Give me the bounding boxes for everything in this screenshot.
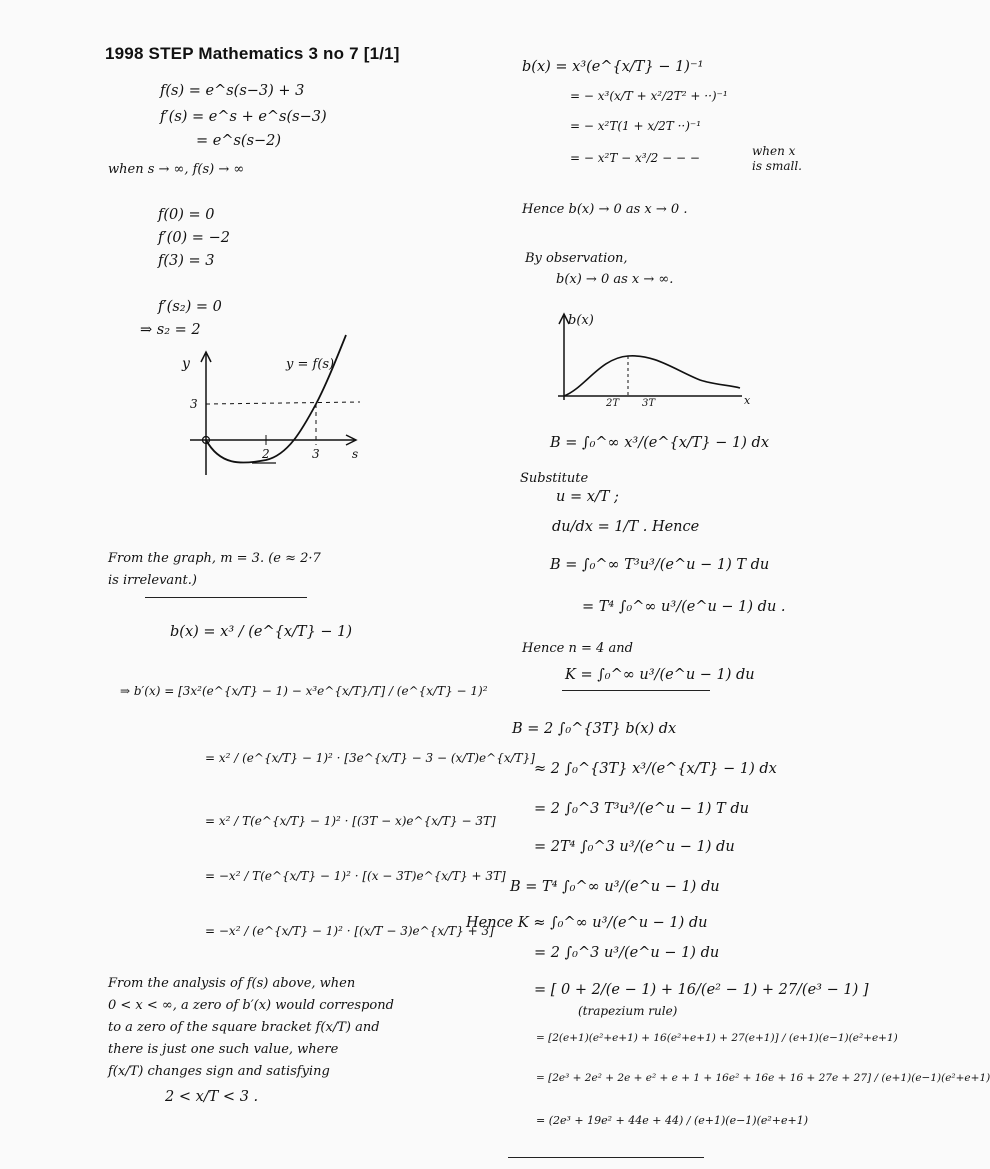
graph-curve-label: y = f(s): [286, 357, 335, 372]
b-series-line-1: b(x) = x³(e^{x/T} − 1)⁻¹: [522, 59, 704, 75]
graph-tick-2: 2: [262, 447, 270, 461]
divider: [145, 597, 307, 598]
graph-axis-s: s: [352, 447, 359, 461]
graph-tick-3y: 3: [190, 397, 198, 411]
b-prime-line-3: = x² / T(e^{x/T} − 1)² · [(3T − x)e^{x/T} − 3T]: [205, 814, 496, 828]
small-note-2: is small.: [752, 159, 802, 173]
b-definition: b(x) = x³ / (e^{x/T} − 1): [170, 624, 353, 640]
f-graph: [170, 330, 370, 480]
f-zero: f(0) = 0: [158, 207, 215, 223]
b-prime-line-2: = x² / (e^{x/T} − 1)² · [3e^{x/T} − 3 − (x/T)e^{x/T}]: [205, 751, 535, 765]
b-plot: [540, 308, 760, 408]
inequality: 2 < x/T < 3 .: [165, 1089, 259, 1105]
b-prime-line-1: ⇒ b′(x) = [3x²(e^{x/T} − 1) − x³e^{x/T}/T] / (e^{x/T} − 1)²: [120, 684, 488, 698]
graph-tick-3: 3: [312, 447, 320, 461]
B-approx-4: = 2T⁴ ∫₀^3 u³/(e^u − 1) du: [534, 839, 735, 855]
f-prime-line-1: f′(s) = e^s + e^s(s−3): [160, 109, 327, 125]
K-approx-6: = (2e³ + 19e² + 44e + 44) / (e+1)(e−1)(e²+e+1): [536, 1114, 809, 1127]
b-prime-line-4: = −x² / T(e^{x/T} − 1)² · [(x − 3T)e^{x/T} + 3T]: [205, 869, 506, 883]
K-definition: K = ∫₀^∞ u³/(e^u − 1) du: [565, 667, 755, 683]
analysis-line-4: there is just one such value, where: [108, 1042, 339, 1057]
analysis-line-5: f(x/T) changes sign and satisfying: [108, 1064, 330, 1079]
page-title: 1998 STEP Mathematics 3 no 7 [1/1]: [105, 44, 400, 63]
B-approx-3: = 2 ∫₀^3 T³u³/(e^u − 1) T du: [534, 801, 749, 817]
s2-value: ⇒ s₂ = 2: [140, 322, 201, 338]
hence-n: Hence n = 4 and: [522, 641, 633, 656]
B-substituted-2: = T⁴ ∫₀^∞ u³/(e^u − 1) du .: [582, 599, 786, 615]
plot-axis-x: x: [744, 394, 751, 407]
u-definition: u = x/T ;: [556, 489, 619, 505]
f-definition: f(s) = e^s(s−3) + 3: [160, 83, 305, 99]
K-approx-1: Hence K ≈ ∫₀^∞ u³/(e^u − 1) du: [466, 915, 708, 931]
f-prime-line-2: = e^s(s−2): [196, 133, 282, 149]
f-prime-s2: f′(s₂) = 0: [158, 299, 222, 315]
plot-tick-3T: 3T: [642, 398, 656, 409]
b-prime-line-5: = −x² / (e^{x/T} − 1)² · [(x/T − 3)e^{x/T} + 3]: [205, 924, 494, 938]
final-underline: [508, 1157, 704, 1158]
K-underline: [562, 690, 710, 691]
analysis-line-1: From the analysis of f(s) above, when: [108, 976, 356, 991]
K-approx-4: = [2(e+1)(e²+e+1) + 16(e²+e+1) + 27(e+1)] / (e+1)(e−1)(e²+e+1): [536, 1032, 898, 1044]
analysis-line-2: 0 < x < ∞, a zero of b′(x) would correspond: [108, 998, 394, 1013]
B-exact: B = T⁴ ∫₀^∞ u³/(e^u − 1) du: [510, 879, 720, 895]
observation-line-1: By observation,: [525, 251, 628, 266]
b-series-line-3: = − x²T(1 + x/2T ··)⁻¹: [570, 119, 702, 133]
K-approx-2: = 2 ∫₀^3 u³/(e^u − 1) du: [534, 945, 720, 961]
conclusion-line-2: is irrelevant.): [108, 573, 197, 588]
observation-line-2: b(x) → 0 as x → ∞.: [556, 272, 674, 287]
trapezium-note: (trapezium rule): [578, 1004, 678, 1018]
b-series-line-4: = − x²T − x³/2 − − −: [570, 151, 700, 165]
plot-tick-2T: 2T: [606, 398, 620, 409]
f-prime-zero: f′(0) = −2: [158, 230, 230, 246]
B-approx-2: ≈ 2 ∫₀^{3T} x³/(e^{x/T} − 1) dx: [534, 761, 777, 777]
b-series-line-2: = − x³(x/T + x²/2T² + ··)⁻¹: [570, 89, 728, 103]
substitute-label: Substitute: [520, 471, 589, 486]
du-definition: du/dx = 1/T . Hence: [552, 519, 700, 535]
plot-label-b: b(x): [568, 313, 594, 328]
K-approx-3: = [ 0 + 2/(e − 1) + 16/(e² − 1) + 27/(e³ − 1) ]: [534, 982, 869, 998]
analysis-line-3: to a zero of the square bracket f(x/T) and: [108, 1020, 380, 1035]
B-approx-1: B = 2 ∫₀^{3T} b(x) dx: [512, 721, 677, 737]
graph-y-label: y: [182, 356, 190, 372]
B-definition: B = ∫₀^∞ x³/(e^{x/T} − 1) dx: [550, 435, 769, 451]
limit-statement: when s → ∞, f(s) → ∞: [108, 162, 245, 177]
B-substituted-1: B = ∫₀^∞ T³u³/(e^u − 1) T du: [550, 557, 770, 573]
conclusion-line-1: From the graph, m = 3. (e ≈ 2·7: [108, 551, 321, 566]
f-three: f(3) = 3: [158, 253, 215, 269]
small-note-1: when x: [752, 144, 796, 158]
hence-limit-zero: Hence b(x) → 0 as x → 0 .: [522, 202, 688, 217]
K-approx-5: = [2e³ + 2e² + 2e + e² + e + 1 + 16e² + 16e + 16 + 27e + 27] / (e+1)(e−1)(e²+e+1): [536, 1072, 990, 1084]
